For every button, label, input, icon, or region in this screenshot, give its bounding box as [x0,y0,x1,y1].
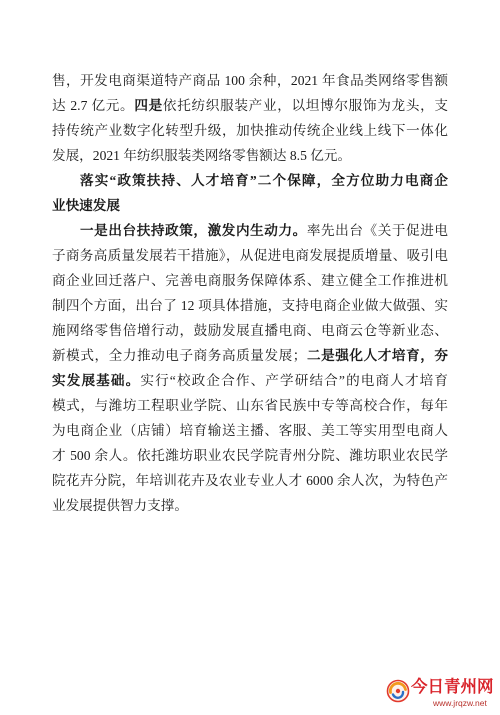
text-line [52,368,448,393]
text-line [52,418,448,443]
bold-text-segment: 二是强化人才培育，夯 [306,348,449,363]
text-line [52,143,448,168]
text-line [52,293,448,318]
paragraph [52,68,448,168]
text-line [52,243,448,268]
text-segment: 施网络零售倍增行动，鼓励发展直播电商、电商云仓等新业态、 [52,323,448,338]
document-body [52,68,448,518]
swirl-emblem-icon [386,679,410,703]
section-heading [52,168,448,218]
heading-text: 落实“政策扶持、人才培育”二个保障，全方位助力电商企 [80,173,448,188]
heading-line [52,168,448,193]
text-segment: 持传统产业数字化转型升级，加快推动传统企业线上线下一体化 [52,123,448,138]
bold-text-segment: 一是出台扶持政策，激发内生动力。 [80,223,307,238]
site-watermark [386,677,498,711]
text-segment: 才 500 余人。依托潍坊职业农民学院青州分院、潍坊职业农民学 [52,448,448,463]
text-segment: 商企业回迁落户、完善电商服务保障体系、建立健全工作推进机 [52,273,448,288]
bold-text-segment: 实发展基础。 [52,373,141,388]
text-line [52,268,448,293]
text-line [52,68,448,93]
text-segment: 业发展提供智力支撑。 [52,498,188,513]
heading-text: 业快速发展 [52,198,120,213]
site-url: www.jrqzw.net [433,698,487,708]
text-segment: 发展，2021 年纺织服装类网络零售额达 8.5 亿元。 [52,148,352,163]
text-segment: 率先出台《关于促进电 [306,223,449,238]
text-segment: 依托纺织服装产业，以坦博尔服饰为龙头，支 [162,98,449,113]
text-segment: 售，开发电商渠道特产商品 100 余种，2021 年食品类网络零售额 [52,73,448,88]
text-line [52,468,448,493]
text-line [52,443,448,468]
text-segment: 新模式，全力推动电子商务高质量发展； [52,348,307,363]
text-line [52,343,448,368]
heading-line [52,193,448,218]
text-line [52,218,448,243]
paragraph [52,218,448,518]
text-segment: 子商务高质量发展若干措施》，从促进电商发展提质增量、吸引电 [52,248,448,263]
text-segment: 模式，与潍坊工程职业学院、山东省民族中专等高校合作，每年 [52,398,448,413]
site-name: 今日青州网 [411,677,494,696]
text-line [52,318,448,343]
bold-text-segment: 四是 [134,98,163,113]
text-line [52,118,448,143]
text-line [52,493,448,518]
text-line [52,393,448,418]
text-line [52,93,448,118]
text-segment: 制四个方面，出台了 12 项具体措施，支持电商企业做大做强、实 [52,298,448,313]
text-segment: 达 2.7 亿元。 [52,98,135,113]
text-segment: 院花卉分院，年培训花卉及农业专业人才 6000 余人次，为特色产 [52,473,448,488]
text-segment: 实行“校政企合作、产学研结合”的电商人才培育 [140,373,448,388]
text-segment: 为电商企业（店铺）培育输送主播、客服、美工等实用型电商人 [52,423,448,438]
